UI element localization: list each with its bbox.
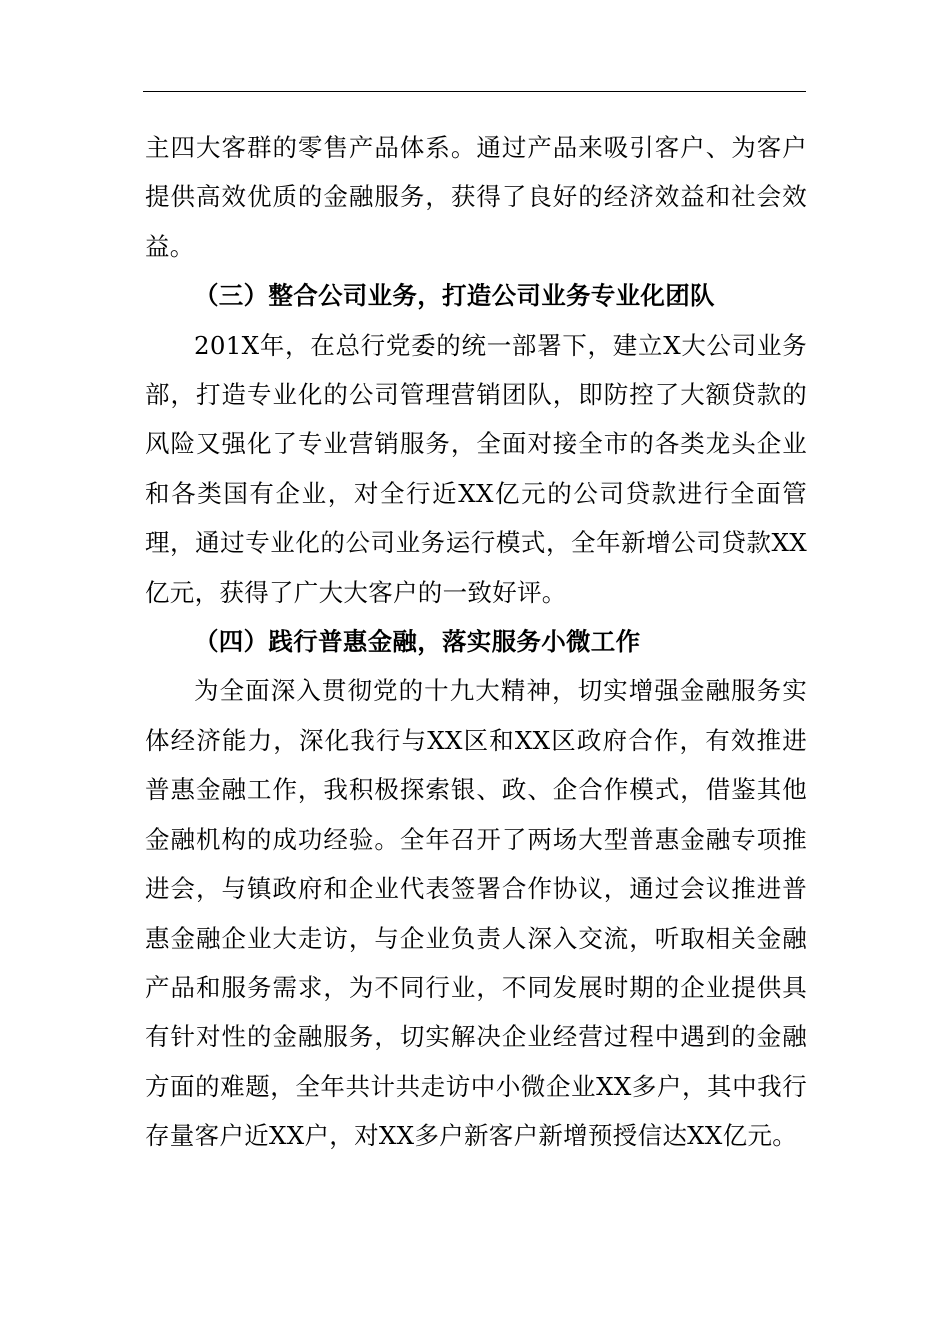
paragraph-corporate-business: 201X年，在总行党委的统一部署下，建立X大公司业务部，打造专业化的公司管理营销团队，即防控了大额贷款的风险又强化了专业营销服务，全面对接全市的各类龙头企业和各类国有企业，对全行近XX亿元的公司贷款进行全面管理，通过专业化的公司业务运行模式，全年新增公司贷款XX亿元，获得了广大大客户的一致好评。 <box>145 330 807 607</box>
header-rule <box>143 91 806 92</box>
document-body <box>145 123 807 1161</box>
paragraph-inclusive-finance: 为全面深入贯彻党的十九大精神，切实增强金融服务实体经济能力，深化我行与XX区和XX区政府合作，有效推进普惠金融工作，我积极探索银、政、企合作模式，借鉴其他金融机构的成功经验。全年召开了两场大型普惠金融专项推进会，与镇政府和企业代表签署合作协议，通过会议推进普惠金融企业大走访，与企业负责人深入交流，听取相关金融产品和服务需求，为不同行业，不同发展时期的企业提供具有针对性的金融服务，切实解决企业经营过程中遇到的金融方面的难题，全年共计共走访中小微企业XX多户，其中我行存量客户近XX户，对XX多户新客户新增预授信达XX亿元。 <box>145 676 807 1151</box>
section-heading-3: （三）整合公司业务，打造公司业务专业化团队 <box>194 281 715 311</box>
section-heading-4: （四）践行普惠金融，落实服务小微工作 <box>194 627 641 657</box>
paragraph-continued: 主四大客群的零售产品体系。通过产品来吸引客户、为客户提供高效优质的金融服务，获得了良好的经济效益和社会效益。 <box>145 133 807 261</box>
